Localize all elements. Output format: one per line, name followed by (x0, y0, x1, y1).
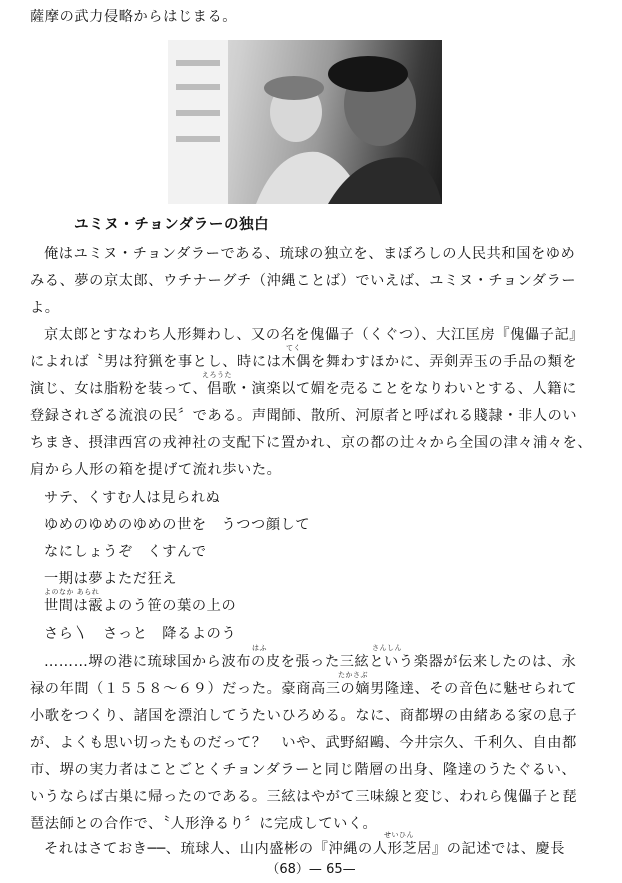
verse-line: 世間は霰よのう笹の葉の上の (44, 598, 237, 614)
verse-line: さら〵 さっと 降るよのう (44, 626, 237, 642)
paragraph-line: 京太郎とすなわち人形舞わし、又の名を傀儡子（くぐつ）、大江匡房『傀儡子記』 (44, 327, 585, 343)
paragraph-line: それはさておき──、琉球人、山内盛彬の『沖縄の人形芝居』の記述では、慶長 (44, 841, 566, 857)
paragraph-line: よ。 (30, 300, 60, 316)
ruby-takasabu: たかさぶ (338, 671, 368, 679)
ruby-habu: はふ (252, 644, 267, 652)
paragraph-line: によれば〝男は狩猟を事とし、時には木偶を舞わすほかに、弄剣弄玉の手品の類を (30, 354, 578, 370)
ruby-seihin: せいひん (384, 831, 414, 839)
paragraph-line: 登録されざる流浪の民〞である。声聞師、散所、河原者と呼ばれる賤隷・非人のい (30, 408, 578, 424)
verse-line: サテ、くすむ人は見られぬ (44, 490, 221, 506)
ruby-deku: てく (286, 344, 301, 352)
top-line: 薩摩の武力侵略からはじまる。 (30, 9, 238, 25)
section-heading: ユミヌ・チョンダラーの独白 (74, 217, 270, 233)
verse-line: 一期は夢よただ狂え (44, 571, 178, 587)
page-number: （68）— 65— (266, 862, 356, 877)
photo-illustration (168, 40, 442, 204)
paragraph-line: ちまき、摂津西宮の戎神社の支配下に置かれ、京の都の辻々から全国の津々浦々を、 (30, 435, 593, 451)
paragraph-line: が、よくも思い切ったものだって？ いや、武野紹鷗、今井宗久、千利久、自由都 (30, 735, 577, 751)
paragraph-line: 禄の年間（１５５８〜６９）だった。豪商高三の嫡男隆達、その音色に魅せられて (30, 681, 578, 697)
photo-two-men (168, 40, 442, 204)
paragraph-line: ………堺の港に琉球国から波布の皮を張った三絃という楽器が伝来したのは、永 (44, 654, 577, 670)
paragraph-line: 市、堺の実力者はことごとくチョンダラーと同じ階層の出身、隆達のうたぐるい、 (30, 762, 577, 778)
ruby-sanshin: さんしん (372, 644, 402, 652)
verse-line: なにしょうぞ くすんで (44, 544, 207, 560)
paragraph-line: 俺はユミヌ・チョンダラーである、琉球の独立を、まぼろしの人民共和国をゆめ (44, 246, 576, 262)
paragraph-line: 小歌をつくり、諸国を漂泊してうたいひろめる。なに、商都堺の由緒ある家の息子 (30, 708, 578, 724)
verse-line: ゆめのゆめのゆめの世を うつつ顔して (44, 517, 311, 533)
paragraph-line: 演じ、女は脂粉を装って、倡歌・演楽以て媚を売ることをなりわいとする、人籍に (30, 381, 577, 397)
ruby-shouka: えろうた (202, 371, 232, 379)
paragraph-line: 肩から人形の箱を提げて流れ歩いた。 (30, 462, 282, 478)
paragraph-line: 琶法師との合作で、〝人形浄るり〞に完成していく。 (30, 816, 378, 832)
ruby-yononaka: よのなか あられ (44, 588, 100, 596)
paragraph-line: みる、夢の京太郎、ウチナーグチ（沖縄ことば）でいえば、ユミヌ・チョンダラー (30, 273, 577, 289)
paragraph-line: いうならば古巣に帰ったのである。三絃はやがて三味線と変じ、われら傀儡子と琵 (30, 789, 578, 805)
